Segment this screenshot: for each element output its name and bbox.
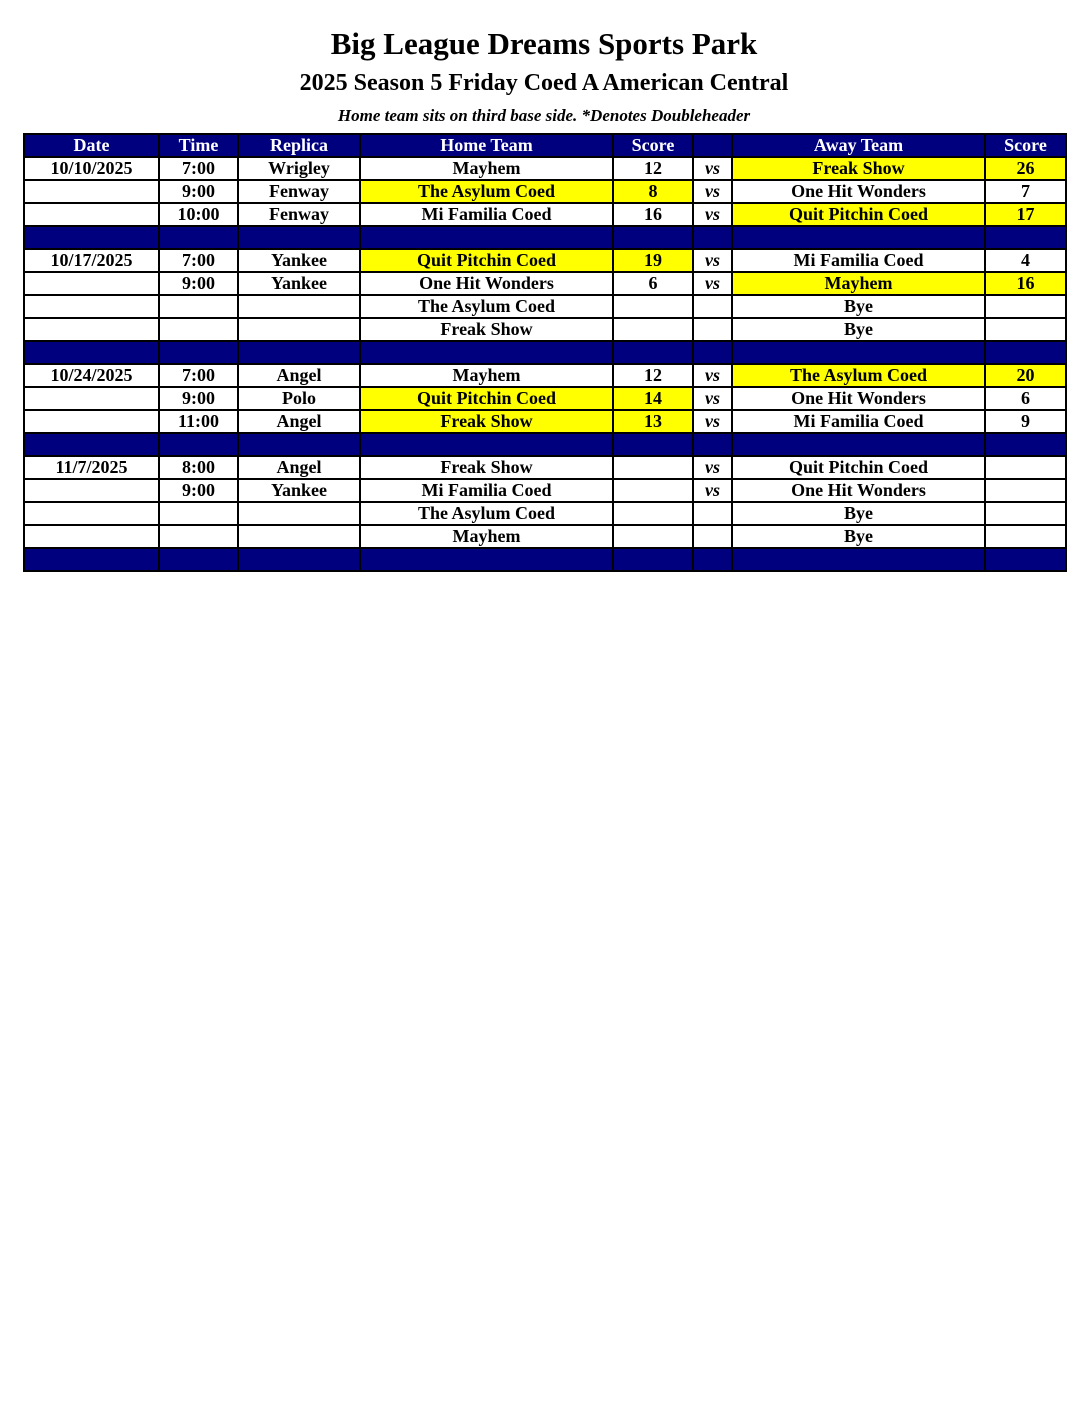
- away-team-cell: One Hit Wonders: [732, 479, 985, 502]
- table-row: [24, 318, 1066, 341]
- home-score-cell: [613, 456, 693, 479]
- away-score-cell: 20: [985, 364, 1066, 387]
- vs-cell: [693, 525, 732, 548]
- col-home-score-header: Score: [613, 134, 693, 157]
- home-score-cell: 12: [613, 364, 693, 387]
- time-cell: 8:00: [159, 456, 238, 479]
- home-team-cell: The Asylum Coed: [360, 180, 613, 203]
- replica-cell: [238, 318, 360, 341]
- date-cell: 10/17/2025: [24, 249, 159, 272]
- away-team-cell: Mayhem: [732, 272, 985, 295]
- replica-cell: Polo: [238, 387, 360, 410]
- schedule-table: [23, 133, 1067, 572]
- away-team-cell: The Asylum Coed: [732, 364, 985, 387]
- home-team-cell: Freak Show: [360, 410, 613, 433]
- home-team-cell: Mayhem: [360, 364, 613, 387]
- vs-cell: vs: [693, 272, 732, 295]
- away-score-cell: 16: [985, 272, 1066, 295]
- away-score-cell: [985, 525, 1066, 548]
- date-cell: [24, 387, 159, 410]
- home-score-cell: [613, 295, 693, 318]
- time-cell: [159, 525, 238, 548]
- away-score-cell: 9: [985, 410, 1066, 433]
- away-score-cell: 6: [985, 387, 1066, 410]
- table-row: [24, 272, 1066, 295]
- vs-cell: vs: [693, 203, 732, 226]
- vs-cell: vs: [693, 157, 732, 180]
- home-team-cell: Mayhem: [360, 525, 613, 548]
- replica-cell: Angel: [238, 456, 360, 479]
- home-team-cell: Mi Familia Coed: [360, 203, 613, 226]
- home-team-cell: Quit Pitchin Coed: [360, 387, 613, 410]
- week-separator: [24, 341, 1066, 364]
- time-cell: 9:00: [159, 387, 238, 410]
- away-score-cell: 17: [985, 203, 1066, 226]
- vs-cell: vs: [693, 249, 732, 272]
- away-team-cell: Quit Pitchin Coed: [732, 456, 985, 479]
- vs-cell: vs: [693, 387, 732, 410]
- week-separator: [24, 226, 1066, 249]
- away-team-cell: One Hit Wonders: [732, 180, 985, 203]
- time-cell: 11:00: [159, 410, 238, 433]
- home-score-cell: 13: [613, 410, 693, 433]
- replica-cell: [238, 295, 360, 318]
- vs-cell: vs: [693, 479, 732, 502]
- away-team-cell: Bye: [732, 502, 985, 525]
- home-team-cell: One Hit Wonders: [360, 272, 613, 295]
- away-team-cell: Quit Pitchin Coed: [732, 203, 985, 226]
- col-away-team-header: Away Team: [732, 134, 985, 157]
- away-score-cell: [985, 318, 1066, 341]
- date-cell: [24, 502, 159, 525]
- home-score-cell: 14: [613, 387, 693, 410]
- home-score-cell: 6: [613, 272, 693, 295]
- page-title: Big League Dreams Sports Park: [330, 26, 758, 61]
- table-row: [24, 456, 1066, 479]
- away-score-cell: [985, 456, 1066, 479]
- home-score-cell: 16: [613, 203, 693, 226]
- vs-cell: [693, 295, 732, 318]
- week-separator: [24, 548, 1066, 571]
- away-score-cell: 7: [985, 180, 1066, 203]
- replica-cell: Yankee: [238, 272, 360, 295]
- vs-cell: vs: [693, 456, 732, 479]
- away-score-cell: [985, 479, 1066, 502]
- home-score-cell: 12: [613, 157, 693, 180]
- home-team-cell: Quit Pitchin Coed: [360, 249, 613, 272]
- time-cell: [159, 295, 238, 318]
- replica-cell: Angel: [238, 364, 360, 387]
- away-team-cell: Mi Familia Coed: [732, 410, 985, 433]
- time-cell: 9:00: [159, 180, 238, 203]
- table-row: [24, 180, 1066, 203]
- date-cell: 11/7/2025: [24, 456, 159, 479]
- table-row: [24, 387, 1066, 410]
- col-date-header: Date: [24, 134, 159, 157]
- away-score-cell: [985, 502, 1066, 525]
- away-team-cell: Bye: [732, 295, 985, 318]
- home-score-cell: [613, 525, 693, 548]
- date-cell: [24, 410, 159, 433]
- home-score-cell: 19: [613, 249, 693, 272]
- col-home-team-header: Home Team: [360, 134, 613, 157]
- col-time-header: Time: [159, 134, 238, 157]
- table-row: [24, 364, 1066, 387]
- home-score-cell: [613, 318, 693, 341]
- home-team-cell: Mayhem: [360, 157, 613, 180]
- time-cell: 7:00: [159, 249, 238, 272]
- away-team-cell: Mi Familia Coed: [732, 249, 985, 272]
- home-team-cell: Freak Show: [360, 318, 613, 341]
- home-score-cell: 8: [613, 180, 693, 203]
- col-replica-header: Replica: [238, 134, 360, 157]
- table-row: [24, 203, 1066, 226]
- vs-cell: [693, 502, 732, 525]
- col-vs-header: [693, 134, 732, 157]
- table-row: [24, 295, 1066, 318]
- date-cell: [24, 272, 159, 295]
- vs-cell: vs: [693, 410, 732, 433]
- header-row: [24, 134, 1066, 157]
- vs-cell: [693, 318, 732, 341]
- week-separator: [24, 433, 1066, 456]
- vs-cell: vs: [693, 180, 732, 203]
- replica-cell: Fenway: [238, 180, 360, 203]
- replica-cell: Yankee: [238, 249, 360, 272]
- time-cell: 9:00: [159, 272, 238, 295]
- date-cell: 10/24/2025: [24, 364, 159, 387]
- table-row: [24, 249, 1066, 272]
- page-subtitle: 2025 Season 5 Friday Coed A American Central: [299, 70, 789, 96]
- time-cell: [159, 502, 238, 525]
- away-team-cell: Bye: [732, 318, 985, 341]
- replica-cell: [238, 525, 360, 548]
- home-team-cell: The Asylum Coed: [360, 502, 613, 525]
- away-score-cell: [985, 295, 1066, 318]
- away-score-cell: 26: [985, 157, 1066, 180]
- home-score-cell: [613, 479, 693, 502]
- table-row: [24, 157, 1066, 180]
- time-cell: 9:00: [159, 479, 238, 502]
- time-cell: 7:00: [159, 157, 238, 180]
- replica-cell: [238, 502, 360, 525]
- date-cell: [24, 203, 159, 226]
- col-away-score-header: Score: [985, 134, 1066, 157]
- home-team-cell: The Asylum Coed: [360, 295, 613, 318]
- replica-cell: Fenway: [238, 203, 360, 226]
- date-cell: [24, 479, 159, 502]
- date-cell: [24, 295, 159, 318]
- table-row: [24, 525, 1066, 548]
- replica-cell: Wrigley: [238, 157, 360, 180]
- time-cell: 10:00: [159, 203, 238, 226]
- time-cell: 7:00: [159, 364, 238, 387]
- date-cell: [24, 525, 159, 548]
- home-team-cell: Mi Familia Coed: [360, 479, 613, 502]
- away-team-cell: Bye: [732, 525, 985, 548]
- date-cell: [24, 318, 159, 341]
- away-score-cell: 4: [985, 249, 1066, 272]
- date-cell: [24, 180, 159, 203]
- away-team-cell: Freak Show: [732, 157, 985, 180]
- table-row: [24, 410, 1066, 433]
- table-row: [24, 502, 1066, 525]
- home-score-cell: [613, 502, 693, 525]
- vs-cell: vs: [693, 364, 732, 387]
- schedule-note: Home team sits on third base side. *Denotes Doubleheader: [337, 106, 751, 125]
- away-team-cell: One Hit Wonders: [732, 387, 985, 410]
- date-cell: 10/10/2025: [24, 157, 159, 180]
- table-row: [24, 479, 1066, 502]
- home-team-cell: Freak Show: [360, 456, 613, 479]
- replica-cell: Yankee: [238, 479, 360, 502]
- replica-cell: Angel: [238, 410, 360, 433]
- time-cell: [159, 318, 238, 341]
